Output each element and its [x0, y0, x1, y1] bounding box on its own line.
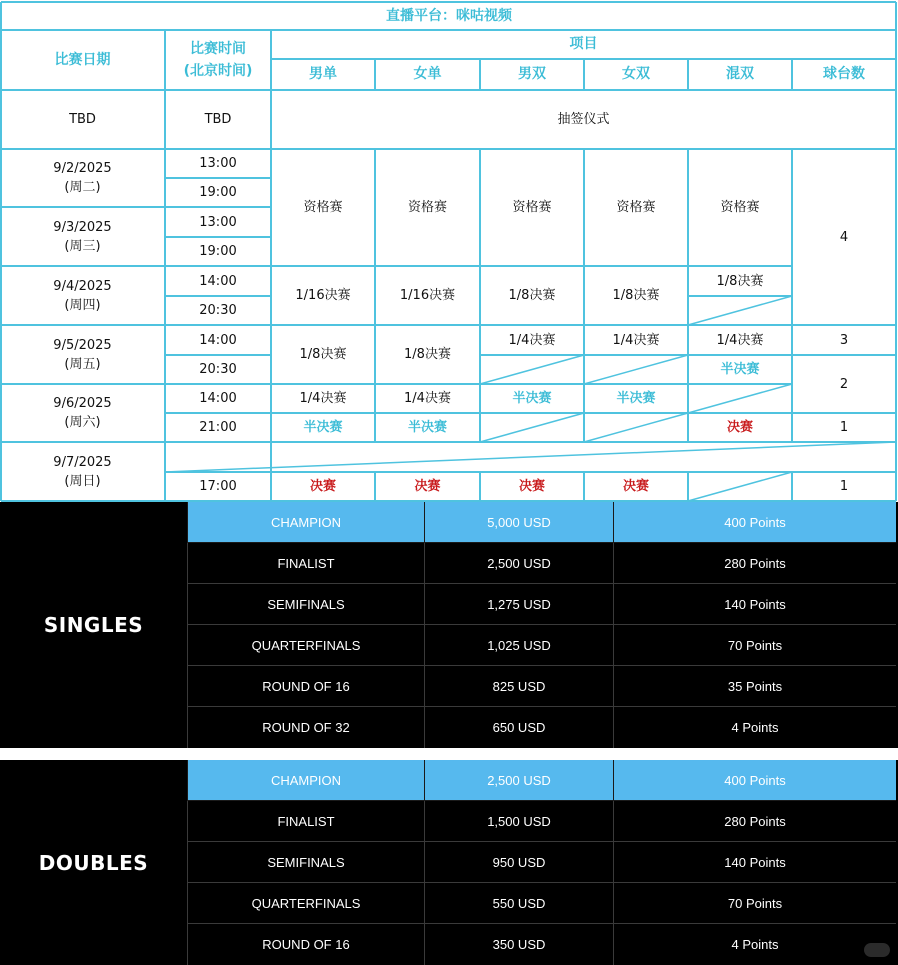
doubles-title: DOUBLES — [38, 850, 149, 875]
weekday-text: (周六) — [64, 415, 101, 430]
prize-cell: 950 USD — [424, 842, 613, 882]
header-xd: 混双 — [726, 66, 754, 82]
round-cell: FINALIST — [187, 801, 424, 841]
prize-cell: 350 USD — [424, 924, 613, 965]
table-row — [187, 924, 896, 965]
grid-line — [584, 355, 688, 384]
date-cell — [0, 384, 165, 442]
time-cell: 19:00 — [199, 244, 237, 259]
weekday-text: (周日) — [64, 473, 101, 489]
header-time-line1: 比赛时间 — [190, 41, 246, 57]
round-cell: CHAMPION — [187, 502, 424, 542]
final-xd: 决赛 — [726, 420, 753, 435]
sf-wd: 半决赛 — [616, 391, 656, 406]
prize-cell: 1,025 USD — [424, 625, 613, 665]
date-cell — [0, 266, 165, 325]
qual-wd: 资格赛 — [616, 200, 656, 215]
time-cell: 20:30 — [199, 303, 237, 318]
table-row — [187, 842, 896, 883]
watermark-icon — [864, 943, 890, 957]
date-text: 9/2/2025 — [53, 161, 112, 176]
points-cell: 140 Points — [613, 584, 896, 624]
qf-xd: 1/4决赛 — [716, 332, 764, 348]
date-cell — [0, 325, 165, 384]
table-row — [187, 883, 896, 924]
draw-ceremony: 抽签仪式 — [557, 112, 610, 127]
r32-ws: 1/16决赛 — [399, 288, 456, 303]
date-text: 9/5/2025 — [53, 337, 112, 353]
header-md: 男双 — [518, 66, 546, 82]
prize-cell: 650 USD — [424, 707, 613, 748]
prize-cell: 2,500 USD — [424, 543, 613, 583]
header-date: 比赛日期 — [54, 51, 111, 68]
r16-wd: 1/8决赛 — [612, 288, 660, 303]
table-row — [187, 543, 896, 584]
platform-header: 直播平台：咪咕视频 — [386, 7, 512, 24]
date-cell — [0, 149, 165, 207]
points-cell: 70 Points — [613, 625, 896, 665]
qf-md: 1/4决赛 — [508, 332, 556, 348]
grid-line — [480, 413, 584, 442]
grid-line — [480, 355, 584, 384]
round-cell: FINALIST — [187, 543, 424, 583]
points-cell: 400 Points — [613, 502, 896, 542]
table-row — [187, 584, 896, 625]
round-cell: ROUND OF 16 — [187, 666, 424, 706]
final-ms: 决赛 — [309, 479, 336, 494]
time-cell: 14:00 — [199, 391, 237, 406]
qf-ms: 1/4决赛 — [299, 391, 347, 406]
header-time — [165, 30, 271, 90]
header-ws: 女单 — [413, 66, 442, 82]
time-cell: 13:00 — [199, 156, 237, 171]
round-cell: ROUND OF 32 — [187, 707, 424, 748]
header-wd: 女双 — [622, 66, 650, 82]
qual-md: 资格赛 — [512, 200, 552, 215]
round-cell: SEMIFINALS — [187, 584, 424, 624]
r16-md: 1/8决赛 — [508, 288, 556, 303]
sf-ws: 半决赛 — [407, 420, 447, 435]
round-cell: CHAMPION — [187, 760, 424, 800]
qual-ms: 资格赛 — [303, 200, 343, 215]
time-cell: 17:00 — [199, 479, 237, 494]
tables-count: 3 — [839, 332, 849, 348]
qual-xd: 资格赛 — [720, 200, 760, 215]
time-cell: 14:00 — [199, 332, 237, 348]
date-cell — [0, 442, 165, 501]
sf-ms: 半决赛 — [303, 420, 343, 435]
header-events: 项目 — [569, 36, 598, 52]
prize-cell: 1,275 USD — [424, 584, 613, 624]
tables-count: 2 — [839, 376, 849, 392]
table-row — [187, 502, 896, 543]
date-text: 9/6/2025 — [53, 396, 112, 411]
tables-count: 1 — [839, 479, 849, 494]
table-row — [187, 625, 896, 666]
qf-ws: 1/4决赛 — [404, 391, 451, 406]
doubles-prize-table — [0, 760, 898, 965]
points-cell: 35 Points — [613, 666, 896, 706]
weekday-text: (周二) — [64, 180, 101, 195]
grid-line — [688, 472, 792, 501]
r32-ms: 1/16决赛 — [295, 288, 351, 303]
final-wd: 决赛 — [622, 479, 649, 494]
qf-wd: 1/4决赛 — [612, 332, 660, 348]
singles-title: SINGLES — [43, 613, 144, 637]
qual-ws: 资格赛 — [407, 200, 447, 215]
weekday-text: (周五) — [64, 356, 101, 372]
points-cell: 280 Points — [613, 801, 896, 841]
time-cell: 19:00 — [199, 185, 237, 200]
r16-ws: 1/8决赛 — [404, 347, 451, 362]
final-ws: 决赛 — [414, 479, 441, 494]
round-cell: QUARTERFINALS — [187, 625, 424, 665]
points-cell: 400 Points — [613, 760, 896, 800]
tables-count: 4 — [839, 229, 849, 245]
header-tables: 球台数 — [823, 66, 865, 82]
time-cell: 13:00 — [199, 214, 237, 230]
time-cell: 21:00 — [199, 420, 237, 435]
round-cell: ROUND OF 16 — [187, 924, 424, 965]
date-text: 9/7/2025 — [53, 454, 112, 470]
grid-line — [688, 296, 792, 325]
points-cell: 70 Points — [613, 883, 896, 923]
prize-cell: 1,500 USD — [424, 801, 613, 841]
time-cell: 20:30 — [199, 362, 237, 377]
round-cell: SEMIFINALS — [187, 842, 424, 882]
points-cell: 4 Points — [613, 924, 896, 965]
final-md: 决赛 — [518, 479, 545, 494]
points-cell: 4 Points — [613, 707, 896, 748]
prize-cell: 825 USD — [424, 666, 613, 706]
points-cell: 280 Points — [613, 543, 896, 583]
weekday-text: (周三) — [64, 238, 101, 254]
sf-xd: 半决赛 — [720, 362, 760, 377]
table-row — [187, 760, 896, 801]
table-row — [187, 666, 896, 707]
date-cell — [0, 207, 165, 266]
header-time-line2: (北京时间) — [183, 63, 253, 79]
time-cell: 14:00 — [199, 273, 237, 289]
header-ms: 男单 — [309, 66, 337, 82]
date-text: 9/4/2025 — [53, 278, 112, 294]
grid-line — [584, 413, 688, 442]
tbd-date: TBD — [69, 112, 96, 127]
tbd-time: TBD — [204, 112, 232, 127]
singles-prize-table — [0, 502, 898, 748]
prize-cell: 2,500 USD — [424, 760, 613, 800]
weekday-text: (周四) — [64, 297, 101, 313]
r16-xd: 1/8决赛 — [716, 273, 764, 289]
sf-md: 半决赛 — [512, 391, 552, 406]
tables-count: 1 — [839, 420, 849, 435]
grid-line — [165, 442, 896, 472]
table-row — [187, 801, 896, 842]
prize-cell: 5,000 USD — [424, 502, 613, 542]
prize-cell: 550 USD — [424, 883, 613, 923]
table-row — [187, 707, 896, 748]
round-cell: QUARTERFINALS — [187, 883, 424, 923]
r16-ms: 1/8决赛 — [299, 347, 347, 362]
date-text: 9/3/2025 — [53, 219, 112, 235]
points-cell: 140 Points — [613, 842, 896, 882]
grid-line — [688, 384, 792, 413]
